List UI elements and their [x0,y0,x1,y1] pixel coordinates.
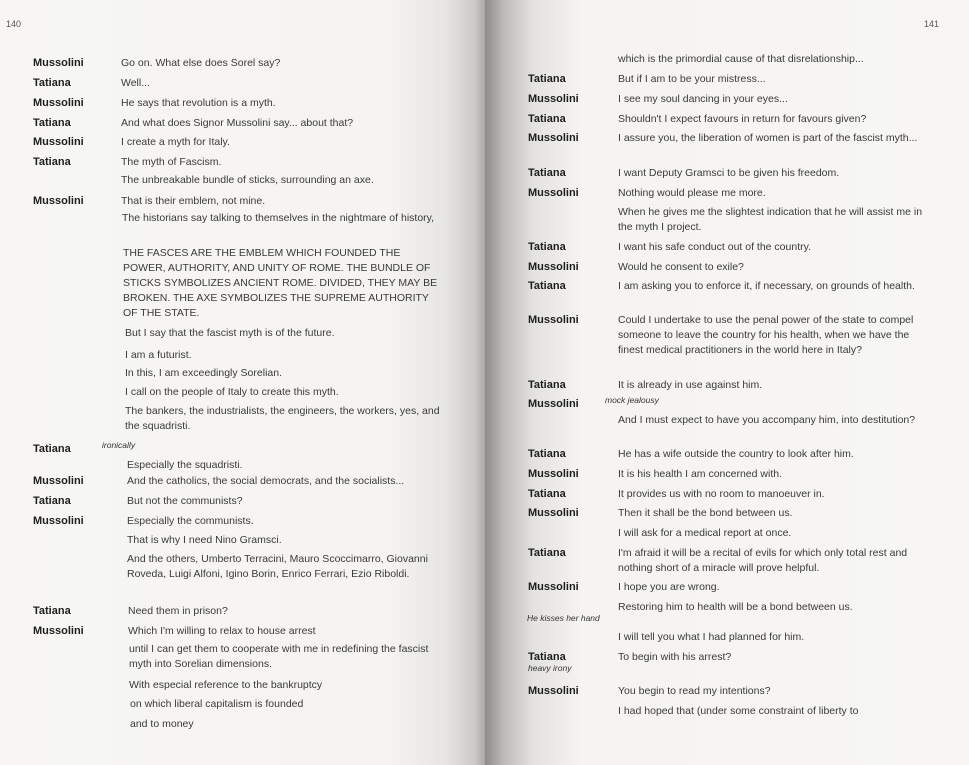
dialogue-line: That is their emblem, not mine. [121,195,266,207]
speaker-name: Tatiana [33,117,71,129]
speaker-name: Tatiana [528,280,566,292]
dialogue-line: In this, I am exceedingly Sorelian. [125,367,282,379]
speaker-name: Tatiana [33,156,71,168]
dialogue-line: But I say that the fascist myth is of the future. [125,327,335,339]
dialogue-line: Which I'm willing to relax to house arrest [128,625,316,637]
dialogue-line: and to money [130,718,194,730]
dialogue-line: I see my soul dancing in your eyes... [618,93,788,105]
dialogue-line: Then it shall be the bond between us. [618,507,793,519]
speaker-name: Mussolini [528,314,579,326]
stage-direction: mock jealousy [605,395,659,405]
speaker-name: Mussolini [528,261,579,273]
speaker-name: Mussolini [33,515,84,527]
dialogue-line: I call on the people of Italy to create this myth. [125,386,339,398]
speaker-name: Mussolini [528,581,579,593]
speaker-name: Tatiana [528,547,566,559]
dialogue-line: I am a futurist. [125,349,192,361]
dialogue-line: I assure you, the liberation of women is part of the fascist myth... [618,132,918,144]
dialogue-line: Would he consent to exile? [618,261,744,273]
dialogue-line: And the others, Umberto Terracini, Mauro Scoccimarro, Giovanni Roveda, Luigi Alfoni, Igino Borin, Enrico Ferrari, Ezio Riboldi. [127,553,428,580]
dialogue-line: And what does Signor Mussolini say... about that? [121,117,354,129]
dialogue-line: It provides us with no room to manoeuver in. [618,488,825,500]
dialogue-line: I had hoped that (under some constraint of liberty to [618,705,859,717]
speaker-name: Mussolini [33,57,84,69]
dialogue-line: Need them in prison? [128,605,228,617]
right-page [485,0,969,765]
stage-direction: ironically [102,440,136,450]
speaker-name: Tatiana [528,241,566,253]
dialogue-line: I hope you are wrong. [618,581,720,593]
dialogue-line: THE FASCES ARE THE EMBLEM WHICH FOUNDED THE POWER, AUTHORITY, AND UNITY OF ROME. THE BUNDLE OF STICKS SYMBOLIZES ANCIENT ROME. DIVIDED, THEY MAY BE BROKEN. THE AXE SYMBOLIZES THE SUPREME AUTHORITY OF THE STATE. [123,247,438,319]
dialogue-line: Shouldn't I expect favours in return for favours given? [618,113,867,125]
stage-direction: heavy irony [528,663,572,673]
dialogue-line: The myth of Fascism. [121,156,222,168]
dialogue-line: To begin with his arrest? [618,651,732,663]
dialogue-line: I'm afraid it will be a recital of evils for which only total rest and nothing short of a miracle will prove helpful. [618,547,908,574]
speaker-name: Tatiana [528,167,566,179]
dialogue-line: Go on. What else does Sorel say? [121,57,281,69]
dialogue-line: But if I am to be your mistress... [618,73,766,85]
dialogue-line: I will tell you what I had planned for him. [618,631,805,643]
dialogue-line: I create a myth for Italy. [121,136,230,148]
dialogue-line: When he gives me the slightest indication that he will assist me in the myth I project. [618,206,923,233]
speaker-name: Tatiana [33,495,71,507]
dialogue-line: Restoring him to health will be a bond between us. [618,601,853,613]
speaker-name: Mussolini [528,507,579,519]
speaker-name: Mussolini [33,97,84,109]
speaker-name: Tatiana [528,651,566,663]
page-number-right: 141 [923,19,939,29]
dialogue-line: You begin to read my intentions? [618,685,771,697]
speaker-name: Mussolini [528,93,579,105]
speaker-name: Tatiana [528,488,566,500]
dialogue-line: Could I undertake to use the penal power of the state to compel someone to leave the country for his health, when we have the finest medical practitioners in the world here in Italy? [618,314,914,356]
dialogue-line: until I can get them to cooperate with me in redefining the fascist myth into Sorelian dimensions. [129,643,429,670]
speaker-name: Mussolini [528,685,579,697]
dialogue-line: It is already in use against him. [618,379,763,391]
speaker-name: Tatiana [528,113,566,125]
dialogue-line: on which liberal capitalism is founded [130,698,304,710]
dialogue-line: I want his safe conduct out of the country. [618,241,811,253]
dialogue-line: Nothing would please me more. [618,187,766,199]
speaker-name: Mussolini [33,136,84,148]
dialogue-line: The historians say talking to themselves in the nightmare of history, [122,212,435,224]
speaker-name: Tatiana [528,73,566,85]
stage-direction: He kisses her hand [527,613,600,623]
speaker-name: Mussolini [33,625,84,637]
speaker-name: Mussolini [33,195,84,207]
dialogue-line: And the catholics, the social democrats, and the socialists... [127,475,405,487]
speaker-name: Tatiana [33,77,71,89]
dialogue-line: I am asking you to enforce it, if necessary, on grounds of health. [618,280,915,292]
speaker-name: Mussolini [528,398,579,410]
dialogue-line: And I must expect to have you accompany him, into destitution? [618,414,916,426]
dialogue-line: It is his health I am concerned with. [618,468,782,480]
speaker-name: Tatiana [33,605,71,617]
dialogue-line: But not the communists? [127,495,243,507]
speaker-name: Tatiana [33,443,71,455]
dialogue-line: The bankers, the industrialists, the engineers, the workers, yes, and the squadristi. [125,405,440,432]
dialogue-line: Especially the communists. [127,515,254,527]
speaker-name: Tatiana [528,379,566,391]
speaker-name: Mussolini [33,475,84,487]
dialogue-line: He says that revolution is a myth. [121,97,276,109]
dialogue-line: That is why I need Nino Gramsci. [127,534,282,546]
dialogue-line: Well... [121,77,150,89]
speaker-name: Mussolini [528,187,579,199]
page-number-left: 140 [6,19,22,29]
dialogue-line: With especial reference to the bankruptcy [129,679,323,691]
dialogue-line: The unbreakable bundle of sticks, surrounding an axe. [121,174,374,186]
dialogue-line: Especially the squadristi. [127,459,243,471]
speaker-name: Tatiana [528,448,566,460]
speaker-name: Mussolini [528,132,579,144]
speaker-name: Mussolini [528,468,579,480]
dialogue-line: I want Deputy Gramsci to be given his freedom. [618,167,840,179]
dialogue-line: which is the primordial cause of that disrelationship... [618,53,864,65]
dialogue-line: I will ask for a medical report at once. [618,527,792,539]
dialogue-line: He has a wife outside the country to look after him. [618,448,854,460]
